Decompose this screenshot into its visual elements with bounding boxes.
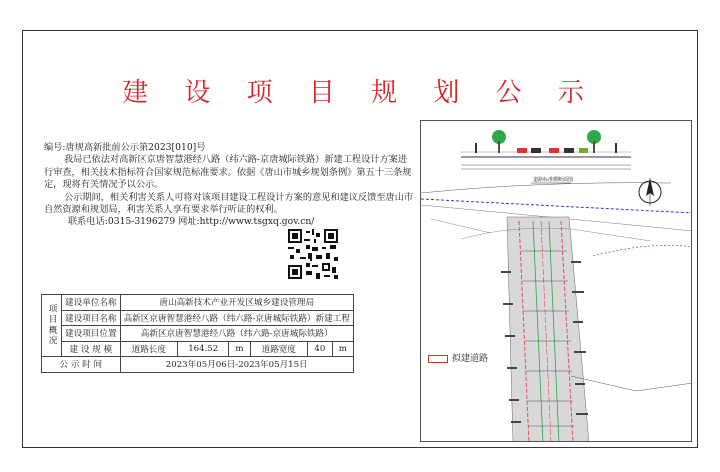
length-unit: m	[229, 341, 250, 357]
document-number: 编号:唐规高新批前公示第2023[010]号	[44, 142, 206, 153]
page-title: 建 设 项 目 规 划 公 示	[122, 78, 598, 108]
period-value: 2023年05月06日-2023年05月15日	[120, 357, 353, 373]
length-label: 道路长度	[120, 341, 177, 357]
width-unit: m	[332, 341, 353, 357]
row-label: 建设项目名称	[62, 310, 121, 326]
notice-paragraph-2: 公示期间，相关利害关系人可将对该项目建设工程设计方案的意见和建议反馈至唐山市自然资源和规划局，利害关系人享有要求举行听证的权利。	[44, 191, 414, 216]
width-value: 40	[307, 341, 332, 357]
qr-code-icon	[288, 229, 338, 279]
row-label: 建设项目位置	[62, 326, 121, 342]
row-label: 建设单位名称	[62, 295, 121, 311]
table-row	[42, 341, 354, 357]
site-plan-drawing	[420, 120, 692, 442]
section-caption: 道路标准横断面图	[533, 177, 574, 183]
north-arrow-icon	[636, 174, 664, 210]
table-row	[42, 326, 354, 342]
row-value: 唐山高新技术产业开发区城乡建设管理局	[120, 295, 353, 311]
width-label: 道路宽度	[250, 341, 307, 357]
legend-label: 拟建道路	[452, 354, 489, 364]
length-value: 164.52	[178, 341, 229, 357]
map-legend	[428, 351, 488, 364]
site-plan-svg	[421, 121, 692, 442]
road-cross-section	[461, 130, 631, 183]
project-info-table	[41, 294, 354, 373]
period-label: 公 示 时 间	[42, 357, 121, 373]
row-value: 高新区京唐智慧港经八路（纬六路-京唐城际铁路）	[120, 326, 353, 342]
notice-text	[44, 142, 416, 229]
contact-line: 联系电话:0315-3196279 网址:http://www.tsgxq.gov.cn/	[68, 216, 315, 228]
scale-label: 建 设 规 模	[62, 341, 121, 357]
table-row	[42, 310, 354, 326]
row-value: 高新区京唐智慧港经八路（纬六路-京唐城际铁路）新建工程	[120, 310, 353, 326]
table-row	[42, 357, 354, 373]
section-label: 项目概况	[42, 295, 62, 357]
table-row	[42, 295, 354, 311]
notice-paragraph-1: 我局已依法对高新区京唐智慧港经八路（纬六路-京唐城际铁路）新建工程设计方案进行审查，相关技术指标符合国家规范标准要求。依据《唐山市城乡规划条例》第五十三条规定，现将有关情况予以公示。	[44, 154, 412, 191]
legend-swatch	[428, 355, 448, 363]
